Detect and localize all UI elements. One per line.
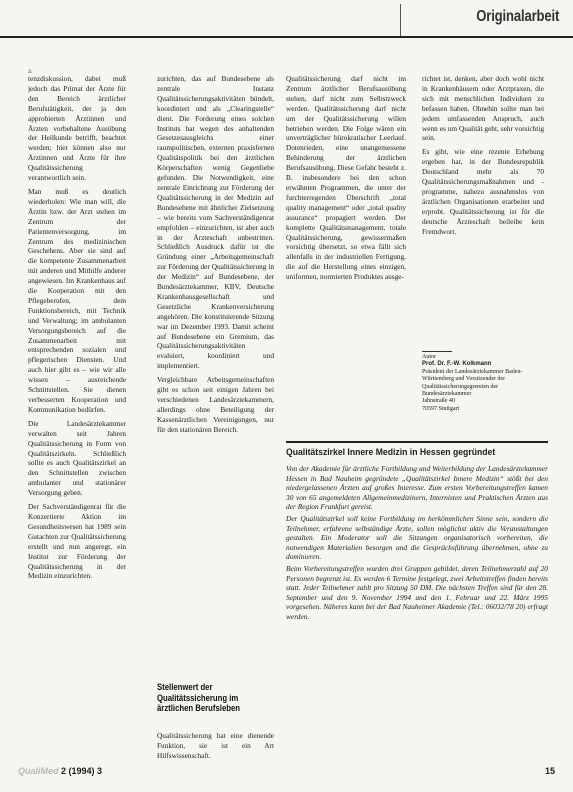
author-rule [422, 351, 452, 352]
paragraph: Qualitätssicherung hat eine dienende Funktion, sie ist ein Art Hilfswissenschaft. [157, 731, 274, 760]
paragraph: Qualitätssicherung darf nicht im Zentrum ärztlicher Berufsausübung stehen, darf nicht zum Selbstzweck werden. Qualitätssicherung darf nicht um der Qualitätssicherung willen betrieben werden. Die Folge wären ein unverträglicher bürokratischer Leerlauf. Dotenrieden, eine unangemessene Behinderung der ärztlichen Berufsausübung. Diese Gefahr besteht z. B. insbesondere bei den schon erwähnten Programmen, die unter der furchterregenden Überschrift „total quality management“ oder „total quality assurance“ propagiert werden. Der komplette Qualitätsmanagement, totale Qualitätssicherung, gewissermaßen vorsichtig übersetzt, so etwa fällt sich allenfalls in der industriellen Fertigung, die auf die Herstellung eines einzigen, uniformen, normierten Produktes ausge- [286, 74, 406, 282]
column-3 [286, 74, 406, 444]
paragraph: zurichten, das auf Bundesebene als zentrale Instanz Qualitätssicherungsaktivitäten bündelt, koordiniert und als „Clearingstelle“ dient. Die Forderung eines solchen Instituts hat wegen des anhaltenden Gesetzesausgleichs einer raumpolitischen, externen praxisfernen Qualitätspolitik bei den ärztlichen Körperschaften wenig Gegenliebe gefunden. Die Notwendigkeit, eine zentrale Einrichtung zur Förderung der Qualitätssicherung in der Medizin auf Bundesebene mit ähnlicher Zielsetzung – wie bereits vom Sachverständigenrat empfohlen – einzurichten, ist aber auch in der Ärzteschaft unbestritten. Schließlich Ausdruck dafür ist die Gründung einer „Arbeitsgemeinschaft zur Förderung der Qualitätssicherung in der Medizin“ auf Bundesebene, der Bundesärztekammer, KBV, Deutsche Krankenhausgesellschaft und Gesetzliche Krankenversicherung angehören. Die konstituierende Sitzung war im Dezember 1993. Damit scheint auf Bundesebene ein Gremium, das Qualitätssicherungsaktivitäten evaluiert, koordiniert und implementiert. [157, 74, 274, 371]
column-1 [28, 74, 126, 774]
header-divider [400, 4, 401, 36]
paragraph: Beim Vorbereitungstreffen wurden drei Gruppen gebildet, deren Teilnehmerzahl auf 20 Personen begrenzt ist. Es werden 6 Termine festgelegt, zwei Arbeitstreffen finden bereits statt. Jeder Teilnehmer zahlt pro Sitzung 50 DM. Die nächsten Treffen sind für den 28. September und den 9. November 1994 und den 1. Februar und 22. März 1995 vorgesehen. Näheres kann bei der Bad Nauheimer Akademie (Tel.: 06032/78 20) erfragt werden. [286, 563, 548, 621]
column-4 [422, 74, 544, 344]
journal-issue: 2 (1994) 3 [58, 766, 103, 776]
author-line: Präsident der Landesärztekammer Baden-Württemberg und Vorsitzender der Qualitätssicherungsgremien der Bundesärztekammer [422, 368, 523, 398]
news-box [286, 441, 548, 669]
paragraph: Man muß es deutlich wiederholen: Wie man will, die Ärztin bzw. der Arzt stehen im Zentrum der Patientenversorgung, im Zentrum des medizinischen Geschehens. Aber sie sind auf die kompetente Zusammenarbeit mit anderen und Mithilfe anderer angewiesen. Im Krankenhaus auf die Kooperation mit den Pflegeberufen, dem Funktionsbereich, mit Technik und Verwaltung; im ambulanten Versorgungsbereich auf die Zusammenarbeit mit entsprechenden sozialen und pflegerischen Diensten. Und auch hier gibt es – wie wir alle wissen – ausreichende Schnittstellen. Sie dienen verbesserten Kooperation und Kommunikation bedürfen. [28, 186, 126, 414]
paragraph: Vergleichbare Arbeitsgemeinschaften gibt es schon seit einigen Jahren bei verschiedenen Landesärztekammern, allerdings ohne Beteiligung der Kassenärztlichen Vereinigungen, nur für den stationären Bereich. [157, 375, 274, 434]
author-line: Jahnstraße 40 [422, 398, 455, 405]
paragraph: Die Landesärztekammer verwalten seit Jahren Qualitätssicherung in Form von Qualitätszirkeln. Schließlich sollte es auch Qualitätszirkel an den Schnittstellen zwischen ambulanter und stationärer Versorgung geben. [28, 418, 126, 498]
column-2 [157, 74, 274, 674]
column-mark: ≥ [28, 67, 32, 75]
journal-brand: QualiMed [18, 766, 59, 776]
news-box-title: Qualitätszirkel Innere Medizin in Hessen gegründet [286, 447, 496, 458]
author-name: Prof. Dr. F.-W. Kolkmann [422, 361, 492, 368]
header-rule [0, 36, 573, 38]
section-header: Originalarbeit [475, 8, 559, 25]
author-block [422, 351, 542, 413]
paragraph: Der Qualitätszirkel soll keine Fortbildung im herkömmlichen Sinne sein, sondern die Teilnehmer, erfahrene selbständige Ärzte, sollen möglichst aktiv die Veranstaltungen gestalten. Ein Moderator soll die Sitzungen organisatorisch vorbereiten, die notwendigen Materialien besorgen und die Gesprächsführung übernehmen, ohne zu dominieren. [286, 513, 548, 562]
paragraph: Es gibt, wie eine rezente Erhebung ergeben hat, in der Bundesrepublik Deutschland mehr als 70 Qualitätssicherungsmaßnahmen und -programme, nahezu ausnahmslos von ärztlichen Organisationen erarbeitet und erprobt. Qualitätssicherung ist für die deutsche Ärzteschaft beileibe kein Fremdwort. [422, 147, 544, 236]
paragraph: Von der Akademie für ärztliche Fortbildung und Weiterbildung der Landesärztekammer Hessen in Bad Nauheim gegründete „Qualitätszirkel Innere Medizin“ stößt bei den niedergelassenen Ärzten auf großes Interesse. Zum ersten Vorbereitungstreffen kamen 30 von 65 angemeldeten Allgemeinmedizinern, Internisten und Praktischen Ärzten aus der Region Frankfurt gereist. [286, 464, 548, 512]
news-box-text [286, 464, 548, 622]
paragraph: richtet ist, denken, aber doch wohl nicht in Krankenhäusern oder Arztpraxen, die sich mit menschlichen Individuen zu befassen haben. Ohnehin sollte man bei jedem umfassenden Anspruch, auch wenn es um Qualität geht, sehr vorsichtig sein. [422, 74, 544, 143]
footer-journal [18, 766, 102, 776]
subheading: Stellenwert der Qualitätssicherung im ärztlichen Berufsleben [157, 682, 241, 713]
paragraph: Der Sachverständigenrat für die Konzertierte Aktion im Gesundheitswesen hat 1989 sein Gutachten zur Qualitätssicherung erstellt und nun angeregt, ein Institut zur Förderung der Qualitätssicherung in der Medizin einzurichten. [28, 502, 126, 581]
paragraph: tenzdiskussion, dabei muß jedoch das Primat der Ärzte für den Bereich ärztlicher Berufstätigkeit, der ja den approbierten Ärztinnen und Ärzten vorbehaltene Ausübung der Heilkunde betrifft, beachtet werden; hier können also nur Ärztinnen und Ärzte für ihre Qualitätssicherung verantwortlich sein. [28, 74, 126, 183]
author-label: Autor [422, 354, 436, 360]
author-line: 70597 Stuttgart [422, 405, 460, 412]
page-number: 15 [544, 766, 555, 776]
